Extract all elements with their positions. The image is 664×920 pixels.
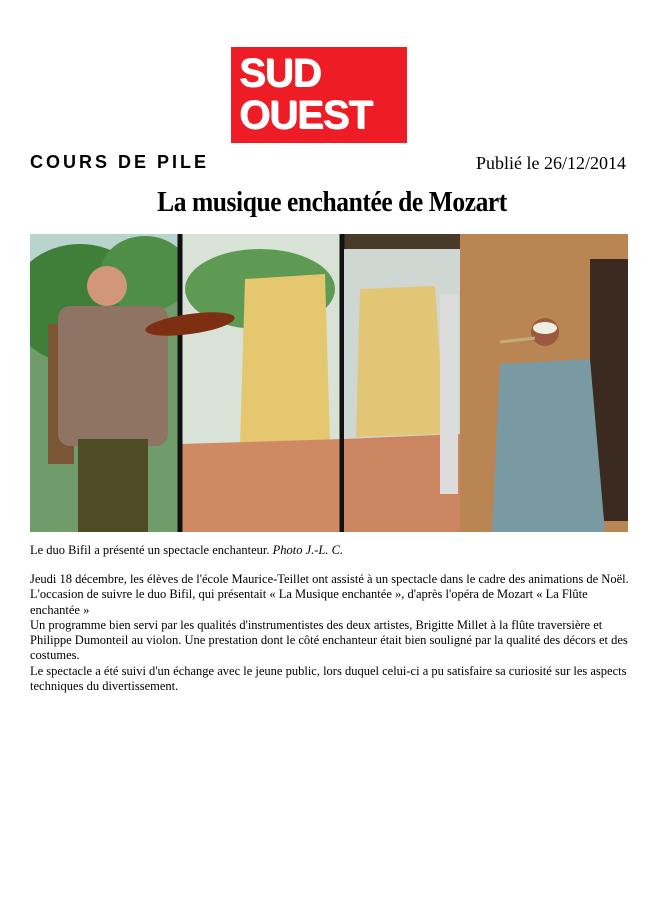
section-title: COURS DE PILE: [30, 152, 210, 172]
painted-pyramid-right: [356, 286, 445, 437]
article-paragraph: Un programme bien servi par les qualités d'instrumentistes des deux artistes, Brigitte Millet à la flûte traversière et Philippe Dumonteil au violon. Une prestation dont le côté enchanteur était bien souligné par la qualité des décors et des costumes.: [30, 617, 628, 663]
article-paragraph: Le spectacle a été suivi d'un échange avec le jeune public, lors duquel celui-ci a pu satisfaire sa curiosité sur les aspects techniques du divertissement.: [30, 663, 627, 694]
article-paragraph: Jeudi 18 décembre, les élèves de l'école Maurice-Teillet ont assisté à un spectacle dans le cadre des animations de Noël.: [30, 572, 629, 586]
caption-text: Le duo Bifil a présenté un spectacle enchanteur.: [30, 543, 270, 557]
logo-line-1: SUD: [239, 51, 321, 95]
article-body: [30, 572, 636, 694]
article-paragraph: L'occasion de suivre le duo Bifil, qui présentait « La Musique enchantée », d'après l'opéra de Mozart « La Flûte enchantée »: [30, 587, 588, 617]
painted-pyramid: [240, 274, 330, 446]
article-headline: La musique enchantée de Mozart: [157, 186, 507, 218]
article-photo: [30, 234, 628, 532]
logo-line-2: OUEST: [239, 93, 372, 137]
photo-caption: [30, 543, 343, 558]
publication-date: Publié le 26/12/2014: [476, 153, 626, 173]
photo-credit: Photo J.-L. C.: [272, 543, 344, 557]
sud-ouest-logo: [231, 47, 407, 143]
